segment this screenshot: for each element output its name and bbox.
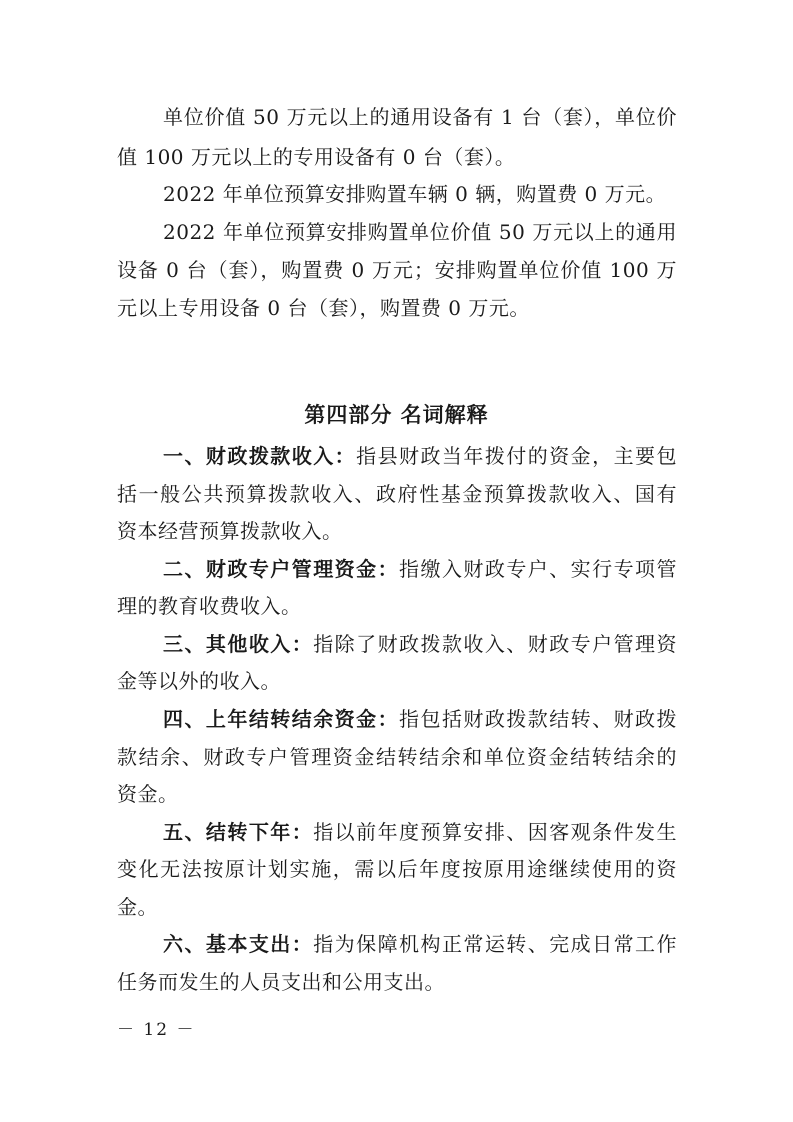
glossary-item-1-first-line <box>163 444 677 468</box>
glossary-item-2-line-2: 理的教育收费收入。 <box>117 594 302 618</box>
glossary-term: 三、其他收入： <box>163 632 314 656</box>
glossary-definition: 指为保障机构正常运转、完成日常工作 <box>313 932 678 956</box>
glossary-item-2-first-line <box>163 557 677 581</box>
glossary-item-4-line-2: 款结余、财政专户管理资金结转结余和单位资金结转结余的 <box>117 745 677 769</box>
glossary-term: 五、结转下年： <box>163 820 314 844</box>
assets-line-3: 2022 年单位预算安排购置车辆 0 辆，购置费 0 万元。 <box>163 182 667 206</box>
glossary-item-1-line-3: 资本经营预算拨款收入。 <box>117 519 343 543</box>
glossary-term: 六、基本支出： <box>163 932 314 956</box>
glossary-term: 四、上年结转结余资金： <box>163 707 400 731</box>
glossary-definition: 指除了财政拨款收入、财政专户管理资 <box>313 632 678 656</box>
assets-line-1: 单位价值 50 万元以上的通用设备有 1 台（套），单位价 <box>163 105 677 129</box>
glossary-item-3-line-2: 金等以外的收入。 <box>117 669 281 693</box>
assets-line-6: 元以上专用设备 0 台（套），购置费 0 万元。 <box>117 296 530 320</box>
glossary-item-5-line-3: 金。 <box>117 895 158 919</box>
glossary-definition: 指缴入财政专户、实行专项管 <box>399 557 678 581</box>
assets-line-4: 2022 年单位预算安排购置单位价值 50 万元以上的通用 <box>163 220 677 244</box>
glossary-item-6-first-line <box>163 932 677 956</box>
glossary-item-6-line-2: 任务而发生的人员支出和公用支出。 <box>117 970 445 994</box>
assets-line-2: 值 100 万元以上的专用设备有 0 台（套）。 <box>117 145 516 169</box>
glossary-term: 二、财政专户管理资金： <box>163 557 400 581</box>
glossary-definition: 指包括财政拨款结转、财政拨 <box>399 707 678 731</box>
glossary-item-5-line-2: 变化无法按原计划实施，需以后年度按原用途继续使用的资 <box>117 857 677 881</box>
glossary-item-3-first-line <box>163 632 677 656</box>
glossary-item-5-first-line <box>163 820 677 844</box>
glossary-term: 一、财政拨款收入： <box>163 444 357 468</box>
glossary-item-4-line-3: 资金。 <box>117 782 179 806</box>
glossary-definition: 指县财政当年拨付的资金，主要包 <box>356 444 678 468</box>
section-heading: 第四部分 名词解释 <box>304 403 489 427</box>
glossary-item-1-line-2: 括一般公共预算拨款收入、政府性基金预算拨款收入、国有 <box>117 482 677 506</box>
glossary-item-4-first-line <box>163 707 677 731</box>
page-number: － 12 － <box>117 1020 196 1040</box>
glossary-definition: 指以前年度预算安排、因客观条件发生 <box>313 820 678 844</box>
assets-line-5: 设备 0 台（套），购置费 0 万元；安排购置单位价值 100 万 <box>117 258 677 282</box>
